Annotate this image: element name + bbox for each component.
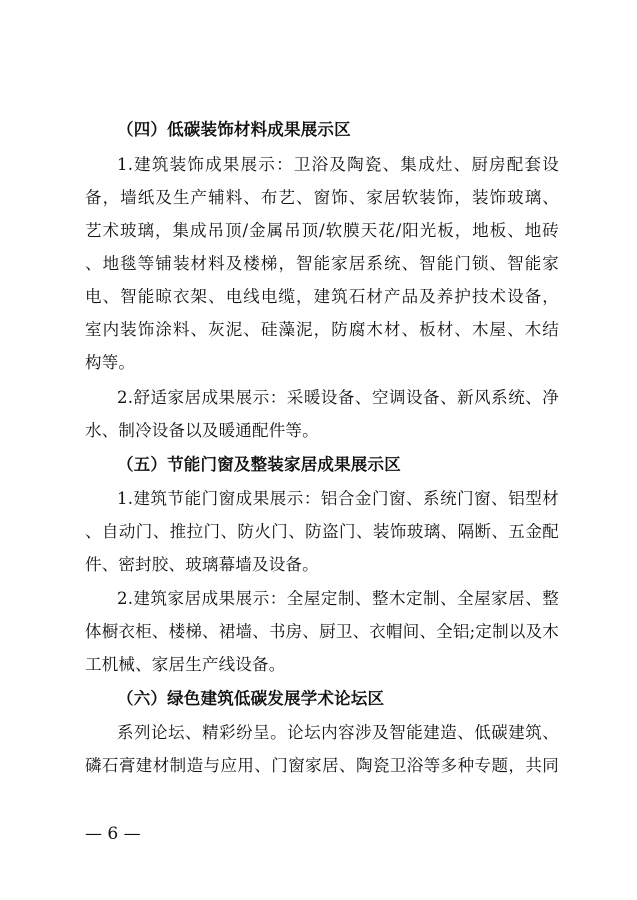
paragraph-line: 备，墙纸及生产辅料、布艺、窗饰、家居软装饰，装饰玻璃、 [85, 188, 559, 207]
paragraph-line: 系列论坛、精彩纷呈。论坛内容涉及智能建造、低碳建筑、 [117, 723, 559, 742]
paragraph-line: 2.建筑家居成果展示：全屋定制、整木定制、全屋家居、整 [117, 589, 559, 608]
paragraph-line: 、地毯等铺装材料及楼梯，智能家居系统、智能门锁、智能家 [85, 254, 559, 273]
paragraph-line: 1.建筑装饰成果展示：卫浴及陶瓷、集成灶、厨房配套设 [117, 155, 559, 174]
section-heading: （六）绿色建筑低碳发展学术论坛区 [117, 689, 385, 708]
page-number: — 6 — [85, 824, 141, 844]
paragraph-line: 、自动门、推拉门、防火门、防盗门、装饰玻璃、隔断、五金配 [85, 522, 559, 541]
section-heading: （五）节能门窗及整装家居成果展示区 [117, 455, 401, 474]
paragraph-line: 电、智能晾衣架、电线电缆，建筑石材产品及养护技术设备， [85, 287, 559, 306]
paragraph-line: 水、制冷设备以及暖通配件等。 [85, 421, 319, 440]
paragraph-line: 室内装饰涂料、灰泥、硅藻泥，防腐木材、板材、木屋、木结 [85, 320, 559, 339]
paragraph-line: 件、密封胶、玻璃幕墙及设备。 [85, 555, 319, 574]
paragraph-line: 磷石膏建材制造与应用、门窗家居、陶瓷卫浴等多种专题，共同 [85, 756, 559, 775]
section-heading: （四）低碳装饰材料成果展示区 [117, 120, 351, 139]
paragraph-line: 2.舒适家居成果展示：采暖设备、空调设备、新风系统、净 [117, 388, 559, 407]
paragraph-line: 体橱衣柜、楼梯、裙墙、书房、厨卫、衣帽间、全铝;定制以及木 [85, 622, 559, 641]
paragraph-line: 艺术玻璃，集成吊顶/金属吊顶/软膜天花/阳光板，地板、地砖 [85, 221, 559, 240]
paragraph-line: 1.建筑节能门窗成果展示：铝合金门窗、系统门窗、铝型材 [117, 489, 559, 508]
paragraph-line: 工机械、家居生产线设备。 [85, 655, 286, 674]
paragraph-line: 构等。 [85, 353, 136, 372]
